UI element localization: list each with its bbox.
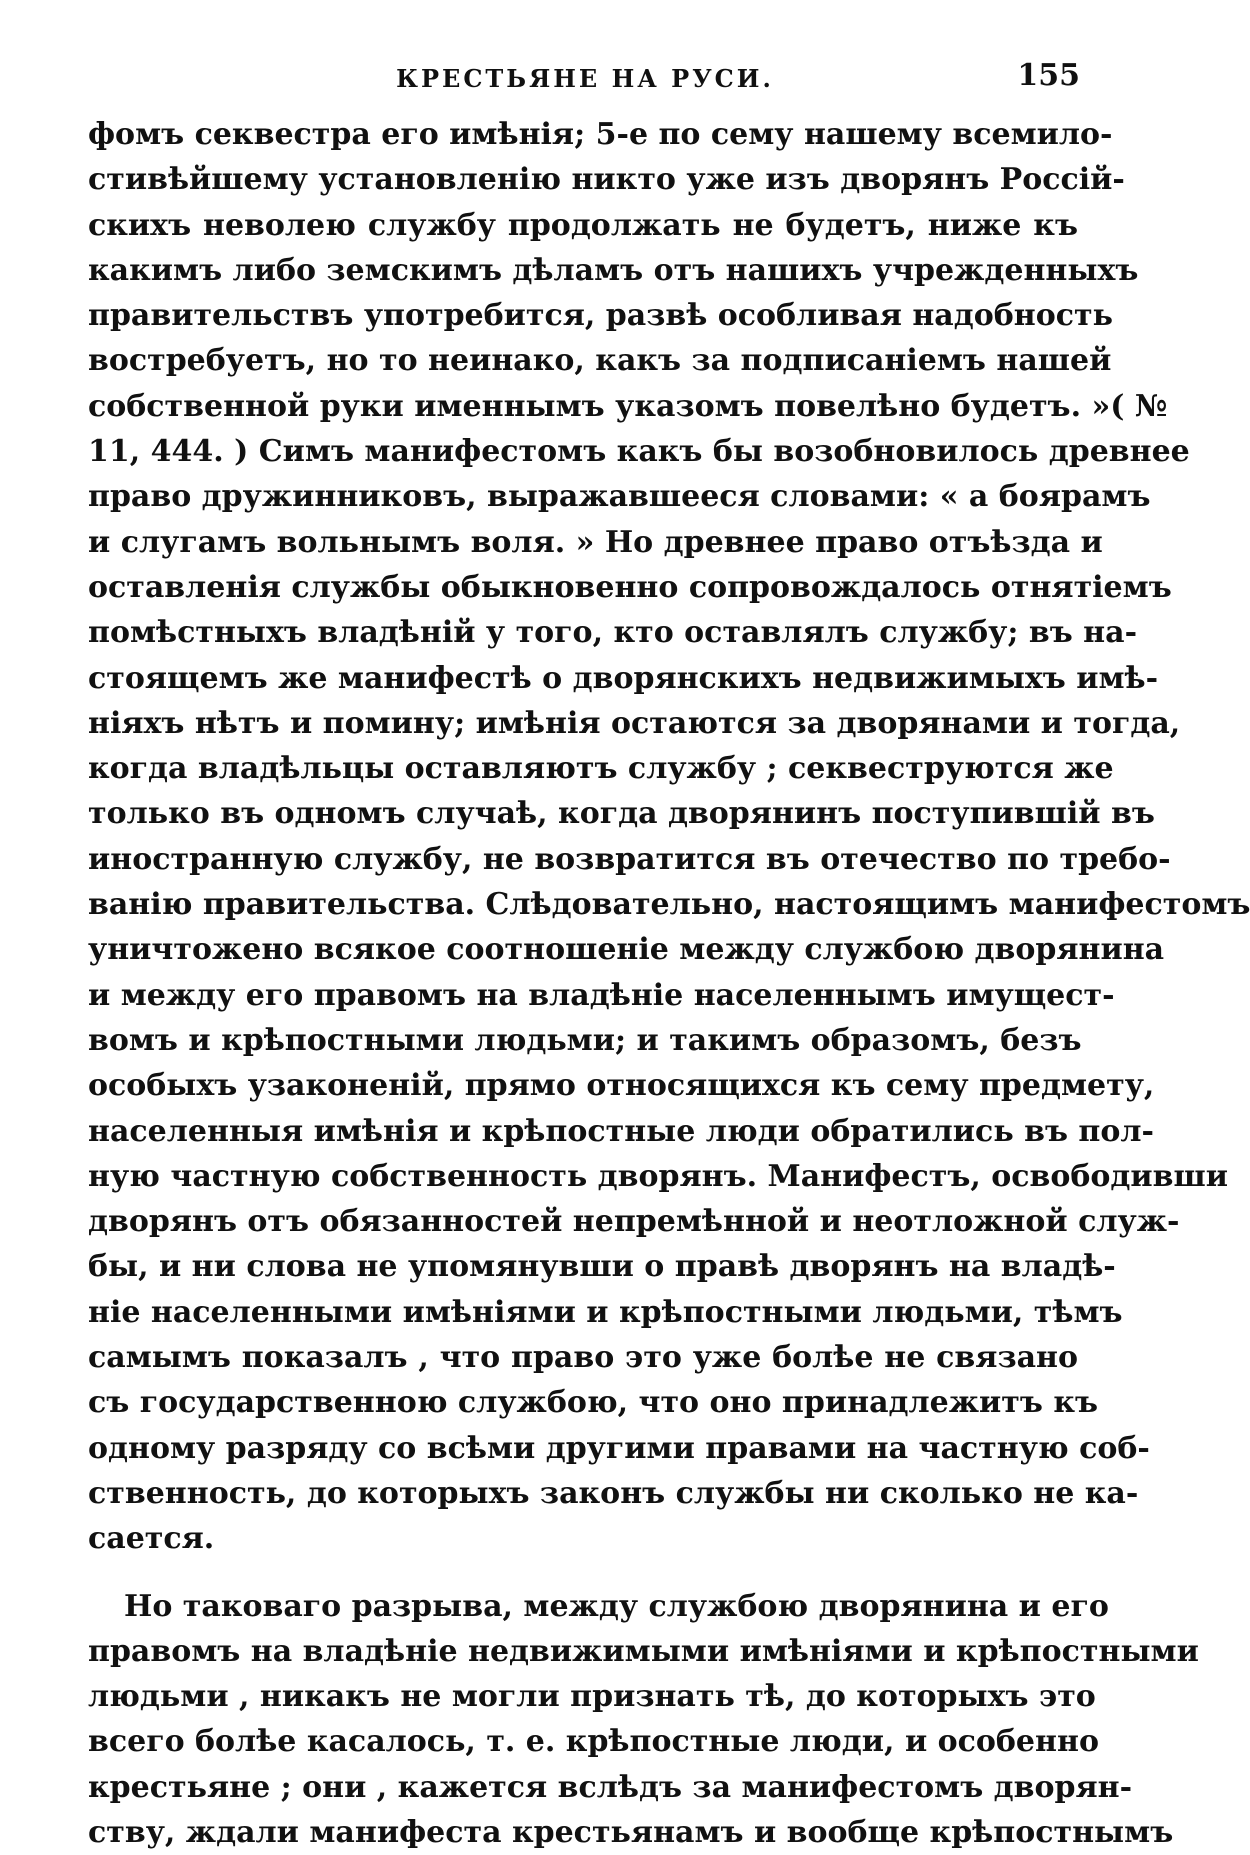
text-line: уничтожено всякое соотношеніе между службою дворянина: [88, 927, 1078, 972]
text-line: 11, 444. ) Симъ манифестомъ какъ бы возобновилось древнее: [88, 429, 1078, 474]
text-line: ніяхъ нѣтъ и помину; имѣнія остаются за дворянами и тогда,: [88, 701, 1078, 746]
paragraph-gap: [88, 1562, 1078, 1584]
text-line: стивѣйшему установленію никто уже изъ дворянъ Россій-: [88, 157, 1078, 202]
text-line: и слугамъ вольнымъ воля. » Но древнее право отъѣзда и: [88, 520, 1078, 565]
text-line: дворянъ отъ обязанностей непремѣнной и неотложной служ-: [88, 1199, 1078, 1244]
text-line: особыхъ узаконеній, прямо относящихся къ сему предмету,: [88, 1063, 1078, 1108]
text-line: какимъ либо земскимъ дѣламъ отъ нашихъ учрежденныхъ: [88, 248, 1078, 293]
text-line: съ государственною службою, что оно принадлежитъ къ: [88, 1380, 1078, 1425]
text-line: скихъ неволею службу продолжать не будетъ, ниже къ: [88, 203, 1078, 248]
paragraph-1: [88, 112, 1078, 1562]
text-line: ству, ждали манифеста крестьянамъ и вообще крѣпостнымъ: [88, 1810, 1078, 1855]
text-line: ственность, до которыхъ законъ службы ни сколько не ка-: [88, 1471, 1078, 1516]
text-line: ную частную собственность дворянъ. Манифестъ, освободивши: [88, 1154, 1078, 1199]
text-line: вомъ и крѣпостными людьми; и такимъ образомъ, безъ: [88, 1018, 1078, 1063]
text-line: бы, и ни слова не упомянувши о правѣ дворянъ на владѣ-: [88, 1244, 1078, 1289]
text-body: [88, 112, 1078, 1855]
text-line: людьми , никакъ не могли признать тѣ, до которыхъ это: [88, 1674, 1078, 1719]
text-line: и между его правомъ на владѣніе населеннымъ имущест-: [88, 973, 1078, 1018]
text-line: сается.: [88, 1516, 1078, 1561]
text-line: ніе населенными имѣніями и крѣпостными людьми, тѣмъ: [88, 1290, 1078, 1335]
text-line: оставленія службы обыкновенно сопровождалось отнятіемъ: [88, 565, 1078, 610]
text-line: ванію правительства. Слѣдовательно, настоящимъ манифестомъ: [88, 882, 1078, 927]
text-line: только въ одномъ случаѣ, когда дворянинъ поступившій въ: [88, 791, 1078, 836]
text-line: населенныя имѣнія и крѣпостные люди обратились въ пол-: [88, 1109, 1078, 1154]
text-line: самымъ показалъ , что право это уже болѣе не связано: [88, 1335, 1078, 1380]
text-line: иностранную службу, не возвратится въ отечество по требо-: [88, 837, 1078, 882]
text-line: правительствъ употребится, развѣ особливая надобность: [88, 293, 1078, 338]
text-line: когда владѣльцы оставляютъ службу ; секвеструются же: [88, 746, 1078, 791]
text-line: одному разряду со всѣми другими правами на частную соб-: [88, 1426, 1078, 1471]
text-line: фомъ секвестра его имѣнія; 5-е по сему нашему всемило-: [88, 112, 1078, 157]
text-line: правомъ на владѣніе недвижимыми имѣніями и крѣпостными: [88, 1629, 1078, 1674]
text-line: востребуетъ, но то неинако, какъ за подписаніемъ нашей: [88, 338, 1078, 383]
paragraph-2: [88, 1584, 1078, 1855]
text-line: всего болѣе касалось, т. е. крѣпостные люди, и особенно: [88, 1719, 1078, 1764]
running-title: КРЕСТЬЯНЕ НА РУСИ.: [90, 64, 1080, 93]
text-line: стоящемъ же манифестѣ о дворянскихъ недвижимыхъ имѣ-: [88, 656, 1078, 701]
text-line: помѣстныхъ владѣній у того, кто оставлялъ службу; въ на-: [88, 610, 1078, 655]
text-line: право дружинниковъ, выражавшееся словами: « а боярамъ: [88, 474, 1078, 519]
text-line: собственной руки именнымъ указомъ повелѣно будетъ. »( №: [88, 384, 1078, 429]
page-number: 155: [1017, 58, 1080, 93]
text-line: крестьяне ; они , кажется вслѣдъ за манифестомъ дворян-: [88, 1765, 1078, 1810]
text-line: Но таковаго разрыва, между службою дворянина и его: [88, 1584, 1078, 1629]
running-head: [90, 58, 1080, 98]
